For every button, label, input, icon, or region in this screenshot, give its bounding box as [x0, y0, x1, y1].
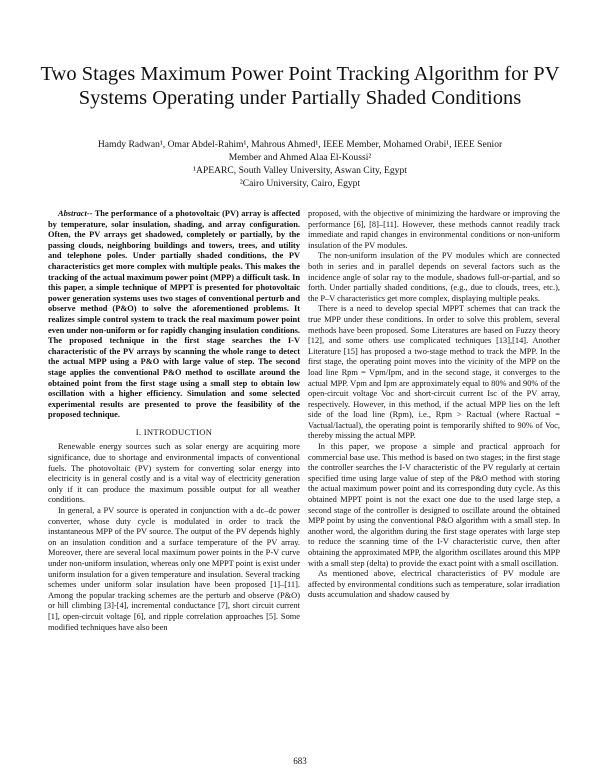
right-paragraph: proposed, with the objective of minimizing the hardware or improving the performance [6], [8]–[11]. However, these methods cannot readily track immediate and rapid changes in environmental conditions or non-uniform insulation of the PV modules.	[308, 209, 560, 250]
page-number: 683	[293, 756, 307, 766]
right-paragraph: As mentioned above, electrical characteristics of PV module are affected by environmental conditions such as temperature, solar irradiation dusts accumulation and shadow caused by	[308, 569, 560, 600]
left-paragraph: Renewable energy sources such as solar energy are acquiring more significance, due to shortage and environmental impacts of conventional fuels. The photovoltaic (PV) system for converting solar energy into electricity is in general costly and is a vital way of electricity generation only if it can produce the maximum possible output for all weather conditions.	[48, 442, 300, 505]
left-column	[48, 209, 300, 633]
right-column	[308, 209, 560, 601]
abstract-text: -- The performance of a photovoltaic (PV) array is affected by temperature, solar insulation, shading, and array configuration. Often, the PV arrays get shadowed, completely or partially, by the passing clouds, neighboring buildings and towers, trees, and utility and telephone poles. Under partially shaded conditions, the PV characteristics get more complex with multiple peaks. This makes the tracking of the actual maximum power point (MPP) a difficult task. In this paper, a simple technique of MPPT is presented for photovoltaic power generation systems uses two stages of conventional perturb and observe method (P&O) to solve the aforementioned problems. It realizes simple control system to track the real maximum power point even under non-uniform or for rapidly changing insulation conditions. The proposed technique in the first stage searches the I-V characteristic of the PV arrays by scanning the whole range to detect the actual MPP using a P&O with large value of step. The second stage applies the conventional P&O method to oscillate around the obtained point from the first stage using a small step to obtain low oscillation with a higher efficiency. Simulation and some selected experimental results are presented to prove the feasibility of the proposed technique.	[48, 209, 300, 420]
affiliation-1: ¹APEARC, South Valley University, Aswan City, Egypt	[193, 165, 407, 176]
right-paragraph: The non-uniform insulation of the PV modules which are connected both in series and in parallel depends on several factors such as the incidence angle of solar ray to the module, shadows full-or-partial, and so forth. Under partially shaded conditions, (e.g., due to clouds, trees, etc.), the P–V characteristics get more complex, displaying multiple peaks.	[308, 251, 560, 303]
right-paragraph: There is a need to develop special MPPT schemes that can track the true MPP under these conditions. In order to solve this problem, several methods have been proposed. Some Literatures are based on Fuzzy theory [12], and some others use complicated techniques [13],[14]. Another Literature [15] has proposed a two-stage method to track the MPP. In the first stage, the operating point moves into the vicinity of the MPP on the load line Rpm = Vpm/Ipm, and in the second stage, it converges to the actual MPP. Vpm and Ipm are approximately equal to 80% and 90% of the open-circuit voltage Voc and short-circuit current Isc of the PV array, respectively. However, in this method, if the actual MPP lies on the left side of the load line (Rpm), i.e., Rpm > Ractual (where Ractual = Vactual/Iactual), the operating point is temporarily shifted to 90% of Voc, thereby missing the actual MPP.	[308, 304, 560, 441]
abstract	[48, 209, 300, 421]
paper-title: Two Stages Maximum Power Point Tracking Algorithm for PV Systems Operating under Partially Shaded Conditions	[40, 63, 560, 109]
author-list	[60, 139, 540, 164]
affiliation-2: ²Cairo University, Cairo, Egypt	[239, 177, 361, 189]
authors-line-1: Hamdy Radwan¹, Omar Abdel-Rahim¹, Mahrous Ahmed¹, IEEE Member, Mohamed Orabi¹, IEEE Senior	[97, 139, 503, 150]
section-heading-introduction: I. INTRODUCTION	[135, 426, 213, 437]
left-paragraph: In general, a PV source is operated in conjunction with a dc–dc power converter, whose duty cycle is modulated in order to track the instantaneous MPP of the PV source. The output of the PV depends highly on an insulation condition and a surface temperature of the PV array. Moreover, there are several local maximum power points in the P-V curve under non-uniform insulation, whereas only one MPPT point is exist under uniform insulation for a given temperature and insulation. Several tracking schemes under uniform solar insulation have been proposed [1]–[11]. Among the popular tracking schemes are the perturb and observe (P&O) or hill climbing [3]-[4], incremental conductance [7], short circuit current [1], open-circuit voltage [6], and ripple correlation approaches [5]. Some modified techniques have also been	[48, 506, 300, 632]
abstract-label: Abstract	[58, 209, 87, 218]
authors-line-2: Member and Ahmed Alaa El-Koussi²	[228, 151, 372, 163]
right-paragraph: In this paper, we propose a simple and practical approach for commercial base use. This method is based on two stages; in the first stage the controller searches the I-V characteristic of the PV regularly at certain specified time using large value of step of the P&O method with storing the actual maximum power point and its corresponding duty cycle. As this obtained MPPT point is not the exact one due to the used large step, a second stage of the controller is designed to oscillate around the obtained MPP point by using the conventional P&O algorithm with a small step. In another word, the algorithm during the first stage operates with large step to reduce the scanning time of the I-V characteristic curve, then after obtaining the approximated MPP, the algorithm oscillates around this MPP with a small step (delta) to provide the exact point with a small oscillation.	[308, 442, 560, 568]
affiliations	[60, 165, 540, 190]
